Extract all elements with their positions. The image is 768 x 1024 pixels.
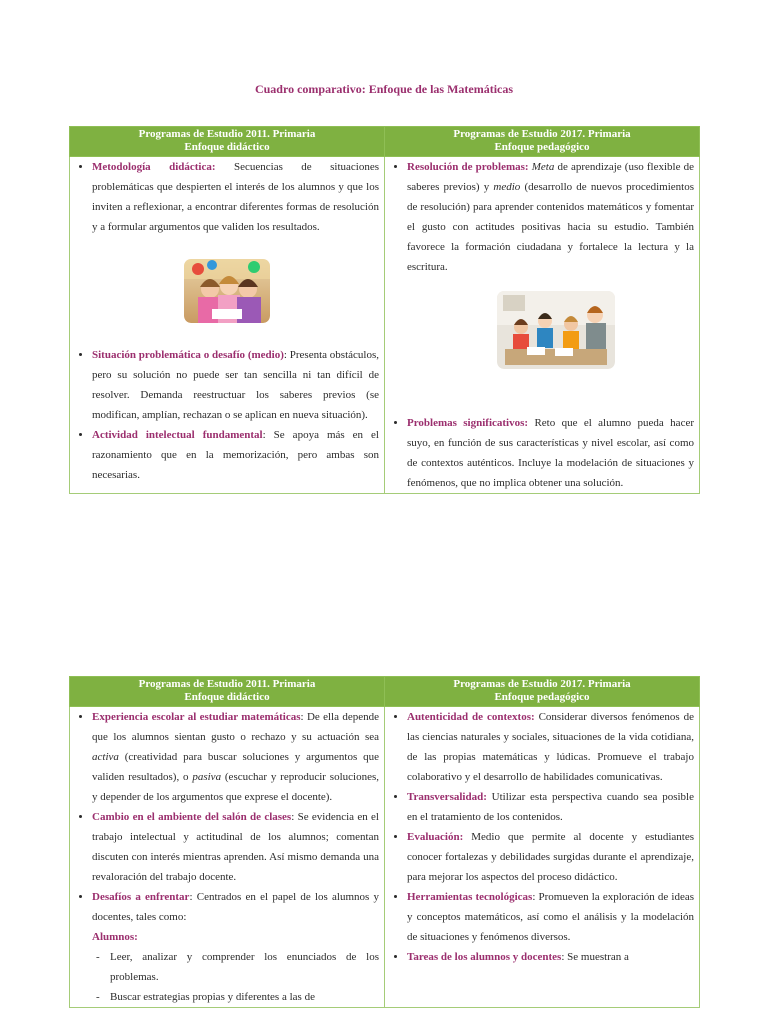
item-text: de aprendizaje (uso flexible de saberes previos) y [407, 161, 694, 193]
item-text: : Se muestran a [561, 951, 629, 963]
bullet-list [74, 345, 379, 485]
sub-heading-students: Alumnos: [92, 931, 138, 943]
list-item [407, 887, 694, 947]
keyword: Resolución de problemas: [407, 161, 529, 173]
table-body-row [70, 707, 700, 1008]
header-2017 [385, 677, 700, 707]
item-text: Considerar diversos fenómenos de las ciencias naturales y sociales, situaciones de la vida cotidiana, de las propias matemáticas y lúdicas. Promueve el trabajo colaborativo y el desarrollo de habilidades comunicativas. [407, 711, 694, 783]
emphasis: pasiva [192, 771, 222, 783]
header-2011 [70, 677, 385, 707]
keyword: Problemas significativos: [407, 417, 529, 429]
keyword: Herramientas tecnológicas [407, 891, 533, 903]
item-text: (escuchar y reproducir soluciones, y depender de los argumentos que exprese el docente). [92, 771, 379, 803]
bullet-list [74, 707, 379, 1007]
header-2011-approach: Enfoque didáctico [184, 691, 270, 703]
dash-item: - Buscar estrategias propias y diferentes a las de [110, 987, 379, 1007]
students-studying-photo [184, 259, 270, 323]
table-header-row [70, 127, 700, 157]
item-text: : Se evidencia en el trabajo intelectual y actitudinal de los alumnos; comentan discuten con interés mientras aprenden. Así mismo demanda una revaloración del trabajo docente. [92, 811, 379, 883]
bullet-list [389, 157, 694, 277]
item-text: : Presenta obstáculos, pero su solución no puede ser tan sencilla ni tan difícil de resolver. Demanda reestructuar los saberes previos (se modifican, amplían, rechazan o se aplican en nueva situación). [92, 349, 379, 421]
comparison-table-1 [69, 126, 700, 494]
header-2017-approach: Enfoque pedagógico [494, 141, 590, 153]
column-2011 [70, 707, 385, 1008]
emphasis: medio [493, 181, 521, 193]
item-text: : Promueven la exploración de ideas y conceptos matemáticos, así como el análisis y la modelación de situaciones y fenómenos diversos. [407, 891, 694, 943]
page-title: Cuadro comparativo: Enfoque de las Matemáticas [254, 82, 514, 96]
item-text: : Centrados en el papel de los alumnos y docentes, tales como: [92, 891, 380, 923]
keyword: Tareas de los alumnos y docentes [407, 951, 562, 963]
header-2011 [70, 127, 385, 157]
header-2017-approach: Enfoque pedagógico [494, 691, 590, 703]
header-2011-program: Programas de Estudio 2011. Primaria [138, 678, 316, 690]
keyword: Autenticidad de contextos: [407, 711, 535, 723]
item-text: (creatividad para buscar soluciones y argumentos que validen resultados), o [92, 751, 379, 783]
column-2017 [385, 707, 700, 1008]
item-text: Utilizar esta perspectiva cuando sea posible en el tratamiento de los contenidos. [407, 791, 694, 823]
item-text: Secuencias de situaciones problemáticas que despierten el interés de los alumnos y que los inviten a reflexionar, a encontrar diferentes formas de resolución y a formular argumentos que validen los resultados. [92, 161, 379, 233]
table-header-row [70, 677, 700, 707]
table-body-row [70, 157, 700, 494]
bullet-list [389, 707, 694, 967]
header-2011-program: Programas de Estudio 2011. Primaria [138, 128, 316, 140]
bullet-list [74, 157, 379, 237]
list-item [92, 157, 379, 237]
keyword: Desafíos a enfrentar [92, 891, 190, 903]
keyword: Cambio en el ambiente del salón de clases [92, 811, 292, 823]
list-item [92, 345, 379, 425]
item-text: Medio que permite al docente y estudiantes conocer fortalezas y debilidades surgidas durante el aprendizaje, para mejorar los aspectos del proceso didáctico. [407, 831, 694, 883]
item-text: : Se apoya más en el razonamiento que en la memorización, pero ambas son necesarias. [92, 429, 379, 481]
list-item [407, 707, 694, 787]
list-item [407, 413, 694, 493]
item-text: Reto que el alumno pueda hacer suyo, en función de sus características y nivel escolar, así como de contextos auténticos. Incluye la modelación de situaciones y fenómenos, que no implica obtener una solución. [407, 417, 694, 489]
header-2011-approach: Enfoque didáctico [184, 141, 270, 153]
keyword: Metodología didáctica: [92, 161, 216, 173]
header-2017 [385, 127, 700, 157]
list-item [407, 947, 694, 967]
dash-list [92, 947, 379, 1007]
column-2017 [385, 157, 700, 494]
list-item [92, 707, 379, 807]
comparison-table-2 [69, 676, 700, 1008]
list-item [407, 787, 694, 827]
keyword: Experiencia escolar al estudiar matemáticas [92, 711, 301, 723]
header-2017-program: Programas de Estudio 2017. Primaria [453, 678, 631, 690]
list-item [407, 827, 694, 887]
keyword: Actividad intelectual fundamental [92, 429, 263, 441]
classroom-photo [497, 291, 615, 369]
item-text: : De ella depende que los alumnos sientan gusto o rechazo y su actuación sea [92, 711, 379, 743]
item-text: (desarrollo de nuevos procedimientos de resolución) para aprender contenidos matemáticos y fomentar el gusto con actitudes positivas hacia su estudio. También favorece la formación ciudadana y fortalece la lectura y la escritura. [407, 181, 694, 273]
keyword: Situación problemática o desafío (medio) [92, 349, 284, 361]
emphasis: Meta [528, 161, 555, 173]
list-item [92, 425, 379, 485]
bullet-list [389, 413, 694, 493]
list-item [407, 157, 694, 277]
header-2017-program: Programas de Estudio 2017. Primaria [453, 128, 631, 140]
emphasis: activa [92, 751, 119, 763]
dash-item: - Leer, analizar y comprender los enunciados de los problemas. [110, 947, 379, 987]
keyword: Transversalidad: [407, 791, 487, 803]
column-2011 [70, 157, 385, 494]
list-item [92, 807, 379, 887]
list-item [92, 887, 379, 1007]
keyword: Evaluación: [407, 831, 464, 843]
